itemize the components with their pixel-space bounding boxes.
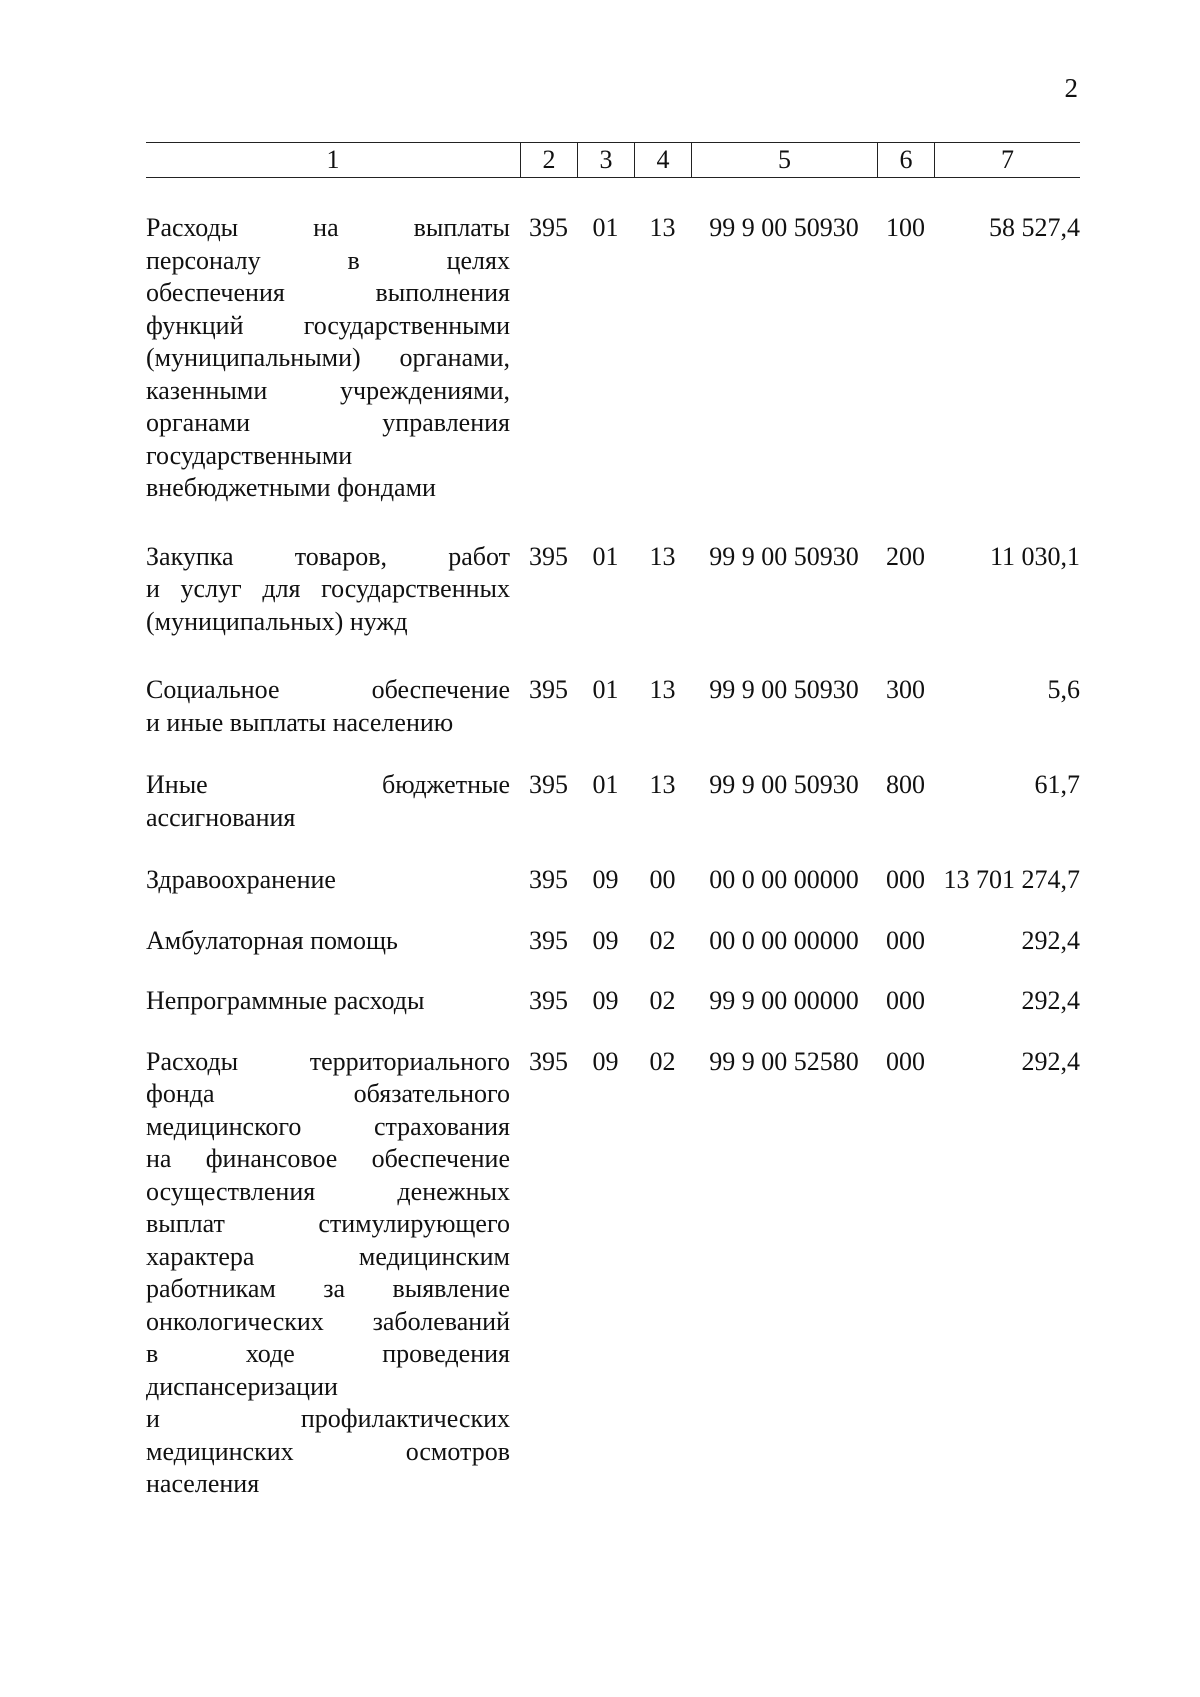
row-cell-c6: 200: [886, 541, 925, 571]
row-cell-c6: 800: [886, 770, 925, 799]
row-cell-c3: 01: [592, 541, 619, 571]
row-cell-c6: 000: [886, 986, 925, 1015]
row-cell-c4: 02: [649, 925, 676, 955]
table-row: [146, 769, 1080, 834]
row-name-line: Амбулаторная помощь: [146, 925, 398, 955]
table-header: [146, 142, 1080, 178]
row-cell-c7: 292,4: [1021, 986, 1080, 1015]
row-name: [146, 925, 520, 958]
row-name-line: Расходы на выплаты: [146, 213, 510, 242]
row-cell-c2: 395: [529, 541, 568, 571]
row-name-line: Социальное обеспечение: [146, 675, 510, 704]
row-name-line: осуществления денежных: [146, 1176, 510, 1206]
row-cell-c3: 01: [592, 675, 619, 704]
row-name-line: и иные выплаты населению: [146, 707, 454, 737]
row-cell-c7: 11 030,1: [989, 541, 1080, 571]
row-cell-c3: 09: [592, 925, 619, 955]
row-name-line: Иные бюджетные: [146, 770, 510, 799]
row-name-line: Закупка товаров, работ: [146, 541, 510, 571]
row-name-line: персоналу в целях: [146, 245, 510, 275]
row-name-line: характера медицинским: [146, 1241, 510, 1271]
row-cell-c4: 00: [649, 865, 676, 894]
row-cell-c5: 99 9 00 52580: [709, 1046, 859, 1076]
table-row: [146, 212, 1080, 505]
row-cell-c5: 99 9 00 00000: [709, 986, 859, 1015]
row-cell-c2: 395: [529, 986, 568, 1015]
header-col-5: 5: [691, 143, 877, 177]
row-name-line: работникам за выявление: [146, 1274, 510, 1303]
table-row: [146, 541, 1080, 639]
row-cell-c5: 99 9 00 50930: [709, 541, 859, 571]
table-row: [146, 985, 1080, 1018]
row-name: [146, 674, 520, 739]
row-cell-c4: 02: [649, 986, 676, 1015]
row-cell-c4: 13: [649, 541, 676, 571]
row-name-line: функций государственными: [146, 310, 510, 340]
header-col-7: 7: [934, 143, 1080, 177]
row-cell-c7: 58 527,4: [989, 213, 1080, 242]
row-cell-c2: 395: [529, 1046, 568, 1076]
row-name: [146, 769, 520, 834]
row-name-line: и профилактических: [146, 1404, 510, 1433]
row-name-line: (муниципальных) нужд: [146, 606, 408, 636]
header-col-4: 4: [634, 143, 691, 177]
row-cell-c2: 395: [529, 770, 568, 799]
row-name-line: медицинских осмотров: [146, 1436, 510, 1466]
row-cell-c4: 13: [649, 213, 676, 242]
row-name-line: онкологических заболеваний: [146, 1306, 510, 1336]
row-name-line: органами управления: [146, 408, 510, 437]
row-cell-c4: 13: [649, 675, 676, 704]
table-row: [146, 674, 1080, 739]
row-name: [146, 541, 520, 639]
row-cell-c4: 02: [649, 1046, 676, 1076]
table-row: [146, 925, 1080, 958]
page-number: 2: [1064, 73, 1078, 103]
row-name: [146, 864, 520, 897]
header-col-1: 1: [326, 145, 340, 174]
row-name-line: (муниципальными) органами,: [146, 343, 510, 372]
row-name-line: диспансеризации: [146, 1371, 338, 1401]
row-cell-c6: 000: [886, 1046, 925, 1076]
row-name: [146, 212, 520, 505]
row-cell-c5: 00 0 00 00000: [709, 865, 859, 894]
row-cell-c3: 01: [592, 213, 619, 242]
row-cell-c5: 99 9 00 50930: [709, 770, 859, 799]
row-cell-c7: 292,4: [1021, 925, 1080, 955]
row-cell-c3: 09: [592, 1046, 619, 1076]
row-cell-c3: 01: [592, 770, 619, 799]
row-name-line: Здравоохранение: [146, 865, 336, 894]
header-col-3: 3: [577, 143, 634, 177]
row-cell-c7: 292,4: [1021, 1046, 1080, 1076]
row-cell-c5: 99 9 00 50930: [709, 213, 859, 242]
row-cell-c7: 61,7: [1034, 770, 1080, 799]
row-name-line: обеспечения выполнения: [146, 278, 510, 307]
row-cell-c3: 09: [592, 865, 619, 894]
row-name-line: и услуг для государственных: [146, 574, 510, 603]
row-name-line: государственными: [146, 440, 353, 470]
row-name-line: внебюджетными фондами: [146, 473, 436, 502]
row-cell-c7: 5,6: [1047, 675, 1080, 704]
table-row: [146, 864, 1080, 897]
row-name-line: населения: [146, 1469, 260, 1498]
row-name: [146, 1046, 520, 1501]
row-name-line: Расходы территориального: [146, 1046, 510, 1076]
row-cell-c2: 395: [529, 213, 568, 242]
row-cell-c2: 395: [529, 925, 568, 955]
row-cell-c6: 000: [886, 925, 925, 955]
row-cell-c5: 00 0 00 00000: [709, 925, 859, 955]
row-cell-c2: 395: [529, 865, 568, 894]
header-col-2: 2: [520, 143, 577, 177]
row-cell-c6: 100: [886, 213, 925, 242]
row-cell-c7: 13 701 274,7: [943, 865, 1080, 894]
row-cell-c2: 395: [529, 675, 568, 704]
row-name-line: ассигнования: [146, 802, 296, 832]
row-name-line: фонда обязательного: [146, 1079, 510, 1108]
table-row: [146, 1046, 1080, 1501]
row-cell-c6: 300: [886, 675, 925, 704]
row-name-line: Непрограммные расходы: [146, 986, 425, 1015]
row-name-line: в ходе проведения: [146, 1339, 510, 1368]
header-col-6: 6: [877, 143, 934, 177]
row-name-line: медицинского страхования: [146, 1111, 510, 1141]
row-name-line: казенными учреждениями,: [146, 375, 510, 405]
table-body: [146, 212, 1080, 1501]
row-cell-c3: 09: [592, 986, 619, 1015]
row-cell-c4: 13: [649, 770, 676, 799]
row-name-line: на финансовое обеспечение: [146, 1144, 510, 1173]
row-cell-c6: 000: [886, 865, 925, 894]
row-name: [146, 985, 520, 1018]
budget-table: [146, 142, 1080, 1501]
row-name-line: выплат стимулирующего: [146, 1209, 510, 1238]
row-cell-c5: 99 9 00 50930: [709, 675, 859, 704]
